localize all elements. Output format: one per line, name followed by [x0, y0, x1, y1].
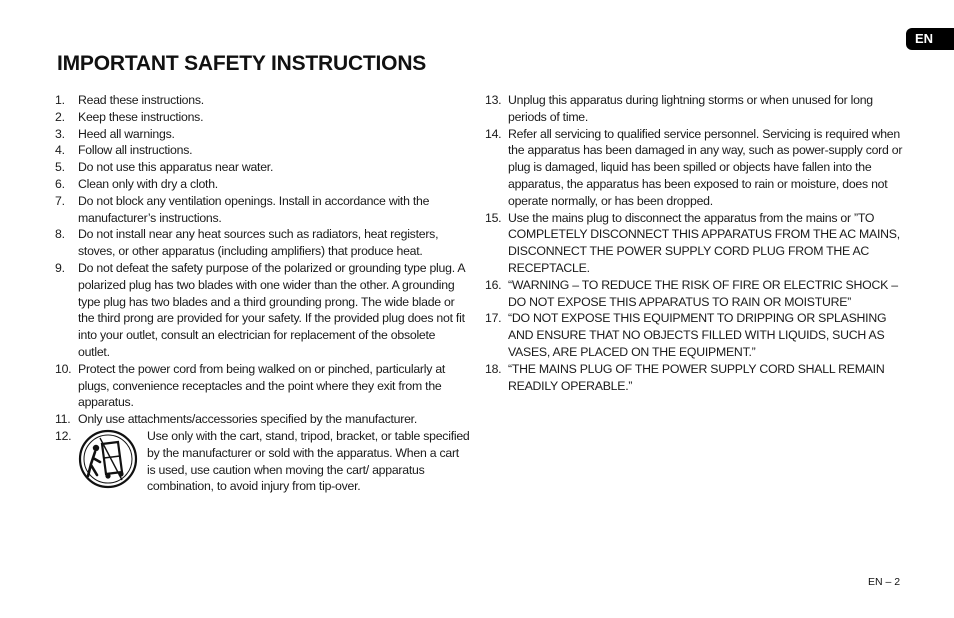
list-item	[55, 193, 470, 227]
cart-tip-over-warning-icon	[78, 428, 147, 495]
list-item	[485, 126, 905, 210]
language-tab-en: EN	[906, 28, 954, 50]
list-item	[55, 176, 470, 193]
item-number: 2.	[55, 109, 65, 124]
item-text: Do not use this apparatus near water.	[78, 160, 274, 175]
list-item	[55, 226, 470, 260]
item-number: 10.	[55, 361, 72, 376]
list-item	[55, 92, 470, 109]
list-item	[55, 126, 470, 143]
item-text: Do not defeat the safety purpose of the polarized or grounding type plug. A polarized plug has two blades with one wider than the other. A grounding type plug has two blades and a third grounding prong. The wide blade or the third prong are provided for your safety. If the provided plug does not fit into your outlet, consult an electrician for replacement of the obsolete outlet.	[78, 260, 465, 359]
list-item	[55, 260, 470, 361]
item-text: Do not install near any heat sources such as radiators, heat registers, stoves, or other apparatus (including amplifiers) that produce heat.	[78, 227, 439, 259]
item-text: Use the mains plug to disconnect the apparatus from the mains or ”TO COMPLETELY DISCONNECT THIS APPARATUS FROM THE AC MAINS, DISCONNECT THE POWER SUPPLY CORD PLUG FROM THE AC RECEPTACLE.	[508, 210, 900, 275]
item-text: “DO NOT EXPOSE THIS EQUIPMENT TO DRIPPING OR SPLASHING AND ENSURE THAT NO OBJECTS FILLED WITH LIQUIDS, SUCH AS VASES, ARE PLACED ON THE EQUIPMENT.”	[508, 311, 887, 359]
item-text: Follow all instructions.	[78, 143, 193, 158]
list-item	[55, 142, 470, 159]
item-text: Only use attachments/accessories specified by the manufacturer.	[78, 412, 417, 427]
item-number: 1.	[55, 93, 65, 107]
item-text: Protect the power cord from being walked on or pinched, particularly at plugs, convenience receptacles and the point where they exit from the apparatus.	[78, 361, 446, 410]
item-number: 4.	[55, 143, 65, 158]
list-item	[55, 361, 470, 411]
instructions-left-column	[55, 92, 470, 495]
list-item	[55, 159, 470, 176]
item-number: 12.	[55, 428, 72, 443]
list-item	[485, 361, 905, 395]
list-item	[485, 277, 905, 311]
item-number: 11.	[55, 412, 71, 427]
item-number: 5.	[55, 160, 65, 175]
item-text: “WARNING – TO REDUCE THE RISK OF FIRE OR ELECTRIC SHOCK – DO NOT EXPOSE THIS APPARATUS TO RAIN OR MOISTURE”	[508, 277, 898, 309]
item-number: 8.	[55, 227, 65, 242]
list-item-cart-warning	[55, 428, 470, 495]
item-number: 17.	[485, 311, 502, 326]
list-item	[485, 210, 905, 277]
item-text: Refer all servicing to qualified service personnel. Servicing is required when the apparatus has been damaged in any way, such as power-supply cord or plug is damaged, liquid has been spilled or objects have fallen into the apparatus, the apparatus has been exposed to rain or moisture, does not operate normally, or has been dropped.	[508, 126, 903, 208]
item-number: 16.	[485, 277, 502, 292]
item-number: 7.	[55, 193, 65, 208]
item-text: Clean only with dry a cloth.	[78, 176, 218, 191]
item-number: 9.	[55, 260, 65, 275]
item-text: “THE MAINS PLUG OF THE POWER SUPPLY CORD SHALL REMAIN READILY OPERABLE.”	[508, 361, 885, 393]
item-text: Heed all warnings.	[78, 126, 175, 141]
item-number: 14.	[485, 126, 502, 141]
list-item	[485, 92, 905, 126]
item-number: 15.	[485, 210, 502, 225]
item-text: Use only with the cart, stand, tripod, bracket, or table specified by the manufacturer or sold with the apparatus. When a cart is used, use caution when moving the cart/ apparatus combination, to avoid injury from tip-over.	[147, 428, 470, 494]
page-number: EN – 2	[868, 576, 901, 588]
list-item	[485, 310, 905, 360]
instructions-right-column	[485, 92, 905, 394]
list-item	[55, 411, 470, 428]
item-text: Read these instructions.	[78, 93, 204, 107]
list-item	[55, 109, 470, 126]
item-text: Do not block any ventilation openings. Install in accordance with the manufacturer’s instructions.	[78, 193, 430, 225]
item-number: 6.	[55, 176, 65, 191]
item-text: Keep these instructions.	[78, 109, 204, 124]
item-number: 3.	[55, 126, 65, 141]
item-number: 13.	[485, 93, 502, 107]
item-number: 18.	[485, 361, 502, 376]
item-text: Unplug this apparatus during lightning storms or when unused for long periods of time.	[508, 93, 873, 124]
page-title: IMPORTANT SAFETY INSTRUCTIONS	[57, 52, 427, 75]
